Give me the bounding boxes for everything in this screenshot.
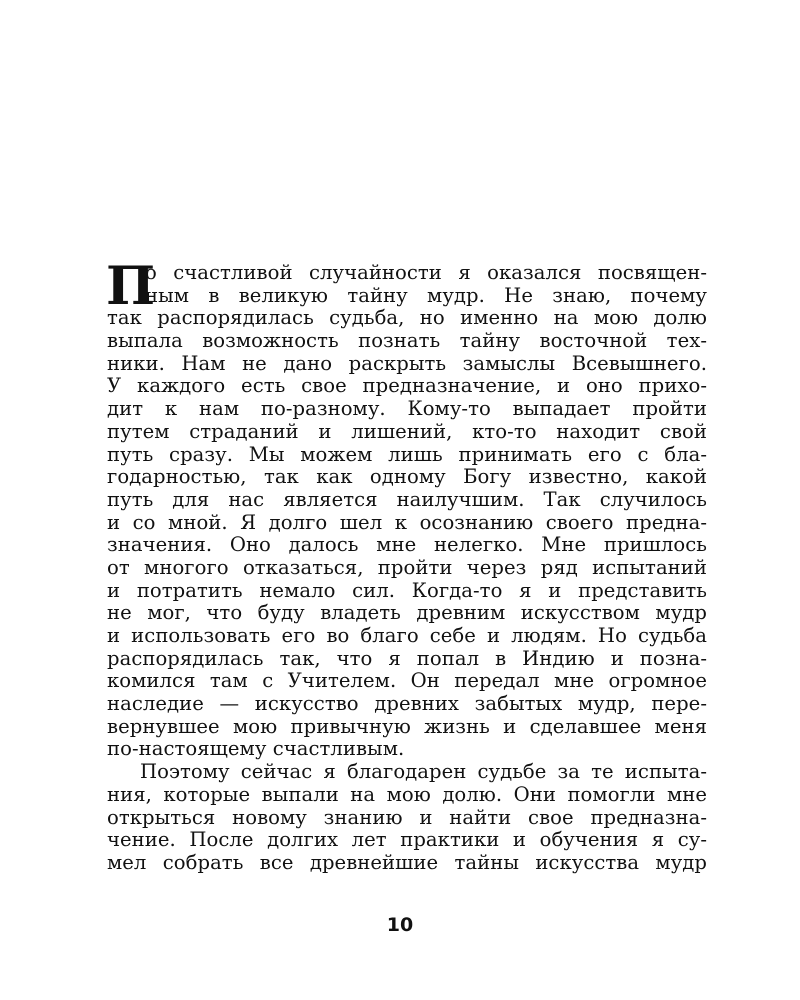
text-line: от многого отказаться, пройти через ряд испытаний	[107, 555, 707, 579]
text-line: Поэтому сейчас я благодарен судьбе за те испыта-	[140, 760, 707, 784]
text-line: так распорядилась судьба, но именно на мою долю	[107, 306, 707, 330]
text-line: ным в великую тайну мудр. Не знаю, почему	[145, 283, 707, 307]
text-line: открыться новому знанию и найти свое предназна-	[107, 805, 707, 829]
paragraph-2	[107, 761, 707, 874]
text-line: комился там с Учителем. Он передал мне огромное	[107, 669, 707, 693]
text-line: У каждого есть свое предназначение, и оно прихо-	[107, 374, 707, 398]
drop-cap: П	[106, 256, 156, 317]
text-line: и использовать его во благо себе и людям. Но судьба	[107, 624, 707, 647]
text-line: путь сразу. Мы можем лишь принимать его с бла-	[107, 442, 707, 466]
text-line: и потратить немало сил. Когда-то я и представить	[107, 578, 707, 602]
text-line: распорядилась так, что я попал в Индию и позна-	[107, 646, 707, 670]
paragraph-1	[106, 256, 707, 761]
text-line: путь для нас является наилучшим. Так случилось	[107, 487, 707, 511]
text-line: не мог, что буду владеть древним искусством мудр	[107, 601, 707, 625]
text-line: чение. После долгих лет практики и обучения я су-	[107, 828, 707, 852]
text-line: о счастливой случайности я оказался посвящен-	[145, 261, 707, 284]
text-line: вернувшее мою привычную жизнь и сделавшее меня	[107, 714, 707, 738]
page-number: 10	[386, 914, 414, 936]
text-line: выпала возможность познать тайну восточной тех-	[107, 329, 707, 353]
text-line: наследие — искусство древних забытых мудр, пере-	[107, 692, 707, 716]
text-line: значения. Оно далось мне нелегко. Мне пришлось	[107, 533, 707, 557]
text-line: ники. Нам не дано раскрыть замыслы Всевышнего.	[107, 351, 707, 375]
body-text	[106, 256, 707, 875]
text-line: по-настоящему счастливым.	[107, 737, 405, 761]
text-line: годарностью, так как одному Богу известно, какой	[107, 465, 707, 489]
text-line: ния, которые выпали на мою долю. Они помогли мне	[107, 782, 707, 806]
text-line: и со мной. Я долго шел к осознанию своего предна-	[107, 510, 707, 534]
text-line: мел собрать все древнейшие тайны искусства мудр	[107, 850, 707, 874]
text-line: путем страданий и лишений, кто-то находит свой	[107, 419, 707, 443]
text-line: дит к нам по-разному. Кому-то выпадает пройти	[107, 397, 707, 421]
